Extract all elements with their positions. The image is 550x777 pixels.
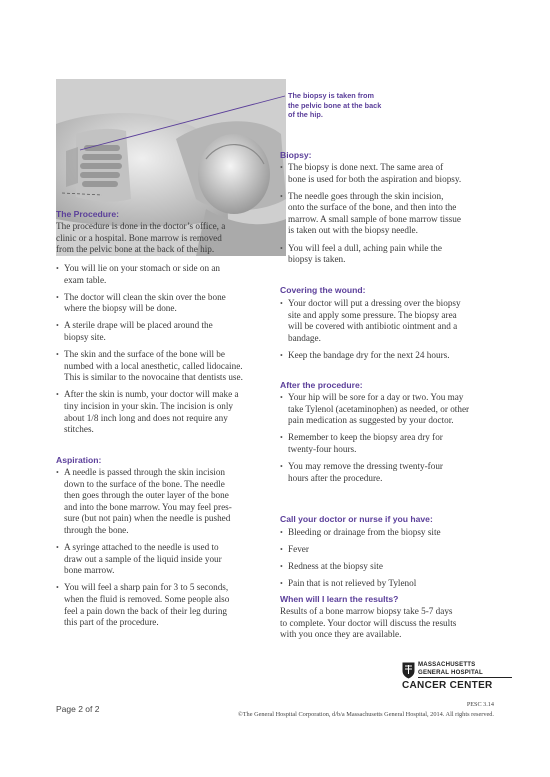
covering-list — [280, 298, 520, 367]
list-item: • Your hip will be sore for a day or two. You may take Tylenol (acetaminophen) as needed, or other pain medication as suggested by your doctor. — [280, 392, 520, 427]
aspiration-heading: Aspiration: — [56, 455, 102, 465]
call-doctor-heading: Call your doctor or nurse if you have: — [280, 514, 433, 524]
list-item: • The doctor will clean the skin over the bone where the biopsy will be done. — [56, 292, 288, 315]
list-item: • The needle goes through the skin incision, onto the surface of the bone, and then into the marrow. A small sample of bone marrow tissue is taken out with the biopsy needle. — [280, 191, 520, 237]
biopsy-list — [280, 162, 520, 271]
logo-cancer-center: CANCER CENTER — [402, 680, 493, 691]
list-item: • Redness at the biopsy site — [280, 561, 520, 573]
document-code: PESC 3.14 — [466, 701, 494, 708]
mgh-cancer-center-logo — [402, 659, 514, 695]
biopsy-heading: Biopsy: — [280, 150, 312, 160]
copyright-notice: ©The General Hospital Corporation, d/b/a Massachusetts General Hospital, 2014. All rights reserved. — [237, 711, 494, 718]
logo-line-1: MASSACHUSETTS — [418, 661, 476, 668]
results-heading: When will I learn the results? — [280, 594, 399, 604]
after-procedure-heading: After the procedure: — [280, 380, 363, 390]
list-item: • You may remove the dressing twenty-four hours after the procedure. — [280, 461, 520, 484]
list-item: • A sterile drape will be placed around the biopsy site. — [56, 320, 288, 343]
call-doctor-list — [280, 527, 520, 595]
list-item: • After the skin is numb, your doctor will make a tiny incision in your skin. The incision is only about 1/8 inch long and does not require any stitches. — [56, 389, 288, 435]
aspiration-list — [56, 467, 288, 634]
results-text: Results of a bone marrow biopsy take 5-7 days to complete. Your doctor will discuss the results with you once they are available. — [280, 606, 457, 640]
list-item: • Fever — [280, 544, 520, 556]
list-item: • Your doctor will put a dressing over the biopsy site and apply some pressure. The biopsy area will be covered with antibiotic ointment and a bandage. — [280, 298, 520, 344]
procedure-intro: The procedure is done in the doctor’s office, a clinic or a hospital. Bone marrow is removed from the pelvic bone at the back of the hip. — [56, 221, 226, 255]
illustration-callout: The biopsy is taken from the pelvic bone at the back of the hip. — [288, 91, 382, 120]
list-item: • You will feel a dull, aching pain while the biopsy is taken. — [280, 243, 520, 266]
list-item: • You will feel a sharp pain for 3 to 5 seconds, when the fluid is removed. Some people also feel a pain down the back of their leg during this part of the procedure. — [56, 582, 288, 628]
list-item: • A syringe attached to the needle is used to draw out a sample of the liquid inside your bone marrow. — [56, 542, 288, 577]
list-item: • A needle is passed through the skin incision down to the surface of the bone. The needle then goes through the outer layer of the bone and into the bone marrow. You may feel pres- sure (but not pain) when the needle is pushed through the bone. — [56, 467, 288, 537]
list-item: • The skin and the surface of the bone will be numbed with a local anesthetic, called lidocaine. This is similar to the novocaine that dentists use. — [56, 349, 288, 384]
list-item: • Keep the bandage dry for the next 24 hours. — [280, 350, 520, 362]
procedure-heading: The Procedure: — [56, 209, 120, 219]
logo-rule — [418, 677, 512, 678]
list-item: • The biopsy is done next. The same area of bone is used for both the aspiration and biopsy. — [280, 162, 520, 185]
list-item: • Pain that is not relieved by Tylenol — [280, 578, 520, 590]
list-item: • Bleeding or drainage from the biopsy site — [280, 527, 520, 539]
logo-line-2: GENERAL HOSPITAL — [418, 668, 483, 676]
procedure-list — [56, 263, 288, 441]
page-number: Page 2 of 2 — [56, 704, 100, 714]
after-procedure-list — [280, 392, 520, 490]
hospital-shield-icon — [402, 662, 415, 679]
list-item: • Remember to keep the biopsy area dry for twenty-four hours. — [280, 432, 520, 455]
covering-heading: Covering the wound: — [280, 285, 366, 295]
list-item: • You will lie on your stomach or side on an exam table. — [56, 263, 288, 286]
